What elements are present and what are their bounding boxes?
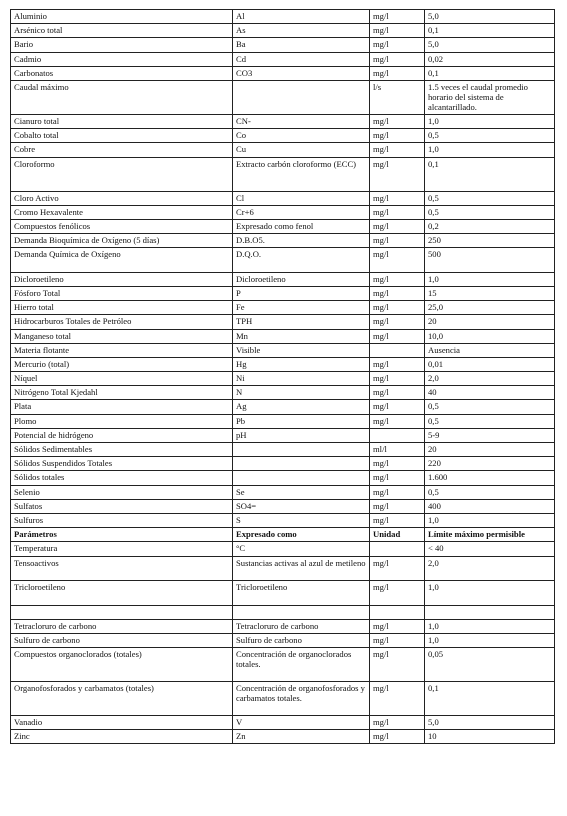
table-row	[11, 457, 555, 471]
expressed-as-cell: Zn	[233, 730, 370, 744]
table-row	[11, 730, 555, 744]
limit-cell: 40	[425, 386, 555, 400]
expressed-as-cell: Tetracloruro de carbono	[233, 619, 370, 633]
parameter-cell: Caudal máximo	[11, 80, 233, 114]
unit-cell: mg/l	[370, 301, 425, 315]
parameter-cell: Hidrocarburos Totales de Petróleo	[11, 315, 233, 329]
limit-cell: 0,02	[425, 52, 555, 66]
expressed-as-cell: D.B.O5.	[233, 234, 370, 248]
expressed-as-cell: S	[233, 513, 370, 527]
table-row	[11, 286, 555, 300]
unit-cell: mg/l	[370, 157, 425, 191]
limit-cell: 0,1	[425, 24, 555, 38]
expressed-as-cell: Ni	[233, 372, 370, 386]
expressed-as-cell: Concentración de organofosforados y carbamatos totales.	[233, 682, 370, 716]
limit-cell	[425, 605, 555, 619]
unit-cell: mg/l	[370, 329, 425, 343]
unit-cell: mg/l	[370, 581, 425, 606]
limit-cell: 1,0	[425, 513, 555, 527]
limit-cell: 2,0	[425, 556, 555, 581]
parameter-cell: Arsénico total	[11, 24, 233, 38]
limit-cell: 1.600	[425, 471, 555, 485]
table-row	[11, 400, 555, 414]
expressed-as-cell: Sustancias activas al azul de metileno	[233, 556, 370, 581]
parameter-cell: Parámetros	[11, 528, 233, 542]
table-row	[11, 301, 555, 315]
unit-cell	[370, 605, 425, 619]
limit-cell: 0,1	[425, 157, 555, 191]
table-row	[11, 443, 555, 457]
parameter-cell: Selenio	[11, 485, 233, 499]
table-row	[11, 38, 555, 52]
unit-cell: mg/l	[370, 357, 425, 371]
parameter-cell: Materia flotante	[11, 343, 233, 357]
expressed-as-cell: Sulfuro de carbono	[233, 633, 370, 647]
expressed-as-cell: Ba	[233, 38, 370, 52]
table-row	[11, 619, 555, 633]
parameter-cell: Cloro Activo	[11, 191, 233, 205]
table-row	[11, 372, 555, 386]
unit-cell: mg/l	[370, 633, 425, 647]
table-row	[11, 386, 555, 400]
expressed-as-cell: Visible	[233, 343, 370, 357]
limit-cell: 1,0	[425, 581, 555, 606]
parameter-cell: Sulfuros	[11, 513, 233, 527]
unit-cell	[370, 343, 425, 357]
expressed-as-cell: Mn	[233, 329, 370, 343]
table-row	[11, 485, 555, 499]
limit-cell: 1,0	[425, 633, 555, 647]
expressed-as-cell: Cu	[233, 143, 370, 157]
limit-cell: 0,1	[425, 66, 555, 80]
parameter-cell: Temperatura	[11, 542, 233, 556]
unit-cell: mg/l	[370, 219, 425, 233]
unit-cell: mg/l	[370, 10, 425, 24]
expressed-as-cell: Cl	[233, 191, 370, 205]
unit-cell: Unidad	[370, 528, 425, 542]
table-row	[11, 329, 555, 343]
expressed-as-cell: CO3	[233, 66, 370, 80]
unit-cell: mg/l	[370, 315, 425, 329]
unit-cell: mg/l	[370, 372, 425, 386]
parameter-cell: Potencial de hidrógeno	[11, 428, 233, 442]
unit-cell: mg/l	[370, 730, 425, 744]
limit-cell: 0,5	[425, 191, 555, 205]
expressed-as-cell: pH	[233, 428, 370, 442]
limit-cell: 0,05	[425, 648, 555, 682]
expressed-as-cell: Cd	[233, 52, 370, 66]
discharge-limits-table	[10, 9, 555, 744]
parameter-cell: Carbonatos	[11, 66, 233, 80]
document-page	[10, 9, 554, 744]
unit-cell: mg/l	[370, 24, 425, 38]
unit-cell: mg/l	[370, 648, 425, 682]
unit-cell: mg/l	[370, 114, 425, 128]
table-row	[11, 499, 555, 513]
limit-cell: 0,1	[425, 682, 555, 716]
expressed-as-cell: Tricloroetileno	[233, 581, 370, 606]
table-row	[11, 343, 555, 357]
limit-cell: 1,0	[425, 619, 555, 633]
unit-cell: mg/l	[370, 272, 425, 286]
expressed-as-cell: N	[233, 386, 370, 400]
limit-cell: 1,0	[425, 143, 555, 157]
unit-cell: mg/l	[370, 205, 425, 219]
unit-cell: mg/l	[370, 38, 425, 52]
expressed-as-cell: Ag	[233, 400, 370, 414]
parameter-cell: Cromo Hexavalente	[11, 205, 233, 219]
unit-cell: mg/l	[370, 234, 425, 248]
table-row	[11, 80, 555, 114]
unit-cell: mg/l	[370, 52, 425, 66]
limit-cell: 0,5	[425, 414, 555, 428]
unit-cell: mg/l	[370, 386, 425, 400]
unit-cell	[370, 428, 425, 442]
table-row	[11, 414, 555, 428]
expressed-as-cell: Co	[233, 129, 370, 143]
table-row	[11, 542, 555, 556]
limit-cell: 220	[425, 457, 555, 471]
expressed-as-cell: D.Q.O.	[233, 248, 370, 273]
parameter-cell: Sólidos totales	[11, 471, 233, 485]
unit-cell: mg/l	[370, 513, 425, 527]
unit-cell	[370, 542, 425, 556]
limit-cell: 400	[425, 499, 555, 513]
parameter-cell: Sólidos Suspendidos Totales	[11, 457, 233, 471]
parameter-cell: Tricloroetileno	[11, 581, 233, 606]
table-row	[11, 129, 555, 143]
limit-cell: 2,0	[425, 372, 555, 386]
parameter-cell: Manganeso total	[11, 329, 233, 343]
expressed-as-cell: P	[233, 286, 370, 300]
expressed-as-cell: Expresado como	[233, 528, 370, 542]
table-row	[11, 205, 555, 219]
parameter-cell: Compuestos fenólicos	[11, 219, 233, 233]
expressed-as-cell: V	[233, 716, 370, 730]
limit-cell: 1,0	[425, 114, 555, 128]
table-body	[11, 10, 555, 744]
limit-cell: 0,2	[425, 219, 555, 233]
table-row	[11, 191, 555, 205]
parameter-cell: Zinc	[11, 730, 233, 744]
table-header-row	[11, 528, 555, 542]
limit-cell: 20	[425, 443, 555, 457]
expressed-as-cell: Cr+6	[233, 205, 370, 219]
limit-cell: 5,0	[425, 716, 555, 730]
parameter-cell: Sulfuro de carbono	[11, 633, 233, 647]
table-row	[11, 114, 555, 128]
parameter-cell: Cobalto total	[11, 129, 233, 143]
table-row	[11, 143, 555, 157]
unit-cell: mg/l	[370, 286, 425, 300]
parameter-cell: Demanda Química de Oxígeno	[11, 248, 233, 273]
unit-cell: mg/l	[370, 716, 425, 730]
limit-cell: < 40	[425, 542, 555, 556]
expressed-as-cell: SO4=	[233, 499, 370, 513]
parameter-cell: Bario	[11, 38, 233, 52]
expressed-as-cell: Hg	[233, 357, 370, 371]
table-row	[11, 272, 555, 286]
expressed-as-cell: Fe	[233, 301, 370, 315]
table-row	[11, 315, 555, 329]
expressed-as-cell: Se	[233, 485, 370, 499]
expressed-as-cell	[233, 80, 370, 114]
limit-cell: 0,5	[425, 129, 555, 143]
parameter-cell: Níquel	[11, 372, 233, 386]
expressed-as-cell	[233, 471, 370, 485]
table-row	[11, 471, 555, 485]
limit-cell: 25,0	[425, 301, 555, 315]
parameter-cell	[11, 605, 233, 619]
limit-cell: Límite máximo permisible	[425, 528, 555, 542]
limit-cell: 0,5	[425, 400, 555, 414]
parameter-cell: Compuestos organoclorados (totales)	[11, 648, 233, 682]
expressed-as-cell: Concentración de organoclorados totales.	[233, 648, 370, 682]
blank-row	[11, 605, 555, 619]
expressed-as-cell: Dicloroetileno	[233, 272, 370, 286]
unit-cell: mg/l	[370, 414, 425, 428]
parameter-cell: Demanda Bioquímica de Oxígeno (5 días)	[11, 234, 233, 248]
limit-cell: 10,0	[425, 329, 555, 343]
limit-cell: 5,0	[425, 10, 555, 24]
table-row	[11, 248, 555, 273]
limit-cell: 1.5 veces el caudal promedio horario del sistema de alcantarillado.	[425, 80, 555, 114]
parameter-cell: Plata	[11, 400, 233, 414]
parameter-cell: Organofosforados y carbamatos (totales)	[11, 682, 233, 716]
limit-cell: 1,0	[425, 272, 555, 286]
expressed-as-cell	[233, 605, 370, 619]
table-row	[11, 24, 555, 38]
parameter-cell: Fósforo Total	[11, 286, 233, 300]
unit-cell: mg/l	[370, 619, 425, 633]
table-row	[11, 716, 555, 730]
expressed-as-cell: As	[233, 24, 370, 38]
expressed-as-cell: TPH	[233, 315, 370, 329]
unit-cell: mg/l	[370, 248, 425, 273]
unit-cell: mg/l	[370, 499, 425, 513]
limit-cell: 15	[425, 286, 555, 300]
table-row	[11, 633, 555, 647]
unit-cell: mg/l	[370, 191, 425, 205]
limit-cell: 250	[425, 234, 555, 248]
parameter-cell: Cianuro total	[11, 114, 233, 128]
unit-cell: mg/l	[370, 682, 425, 716]
table-row	[11, 52, 555, 66]
parameter-cell: Hierro total	[11, 301, 233, 315]
limit-cell: 10	[425, 730, 555, 744]
unit-cell: mg/l	[370, 471, 425, 485]
table-row	[11, 357, 555, 371]
limit-cell: Ausencia	[425, 343, 555, 357]
expressed-as-cell: °C	[233, 542, 370, 556]
parameter-cell: Tetracloruro de carbono	[11, 619, 233, 633]
unit-cell: l/s	[370, 80, 425, 114]
limit-cell: 5,0	[425, 38, 555, 52]
limit-cell: 5-9	[425, 428, 555, 442]
table-row	[11, 157, 555, 191]
parameter-cell: Sulfatos	[11, 499, 233, 513]
unit-cell: mg/l	[370, 485, 425, 499]
table-row	[11, 234, 555, 248]
limit-cell: 0,5	[425, 205, 555, 219]
table-row	[11, 648, 555, 682]
unit-cell: mg/l	[370, 66, 425, 80]
unit-cell: mg/l	[370, 129, 425, 143]
expressed-as-cell: Al	[233, 10, 370, 24]
parameter-cell: Plomo	[11, 414, 233, 428]
parameter-cell: Mercurio (total)	[11, 357, 233, 371]
expressed-as-cell	[233, 457, 370, 471]
parameter-cell: Aluminio	[11, 10, 233, 24]
parameter-cell: Vanadio	[11, 716, 233, 730]
unit-cell: mg/l	[370, 556, 425, 581]
table-row	[11, 581, 555, 606]
table-row	[11, 513, 555, 527]
limit-cell: 0,01	[425, 357, 555, 371]
expressed-as-cell: Pb	[233, 414, 370, 428]
table-row	[11, 66, 555, 80]
parameter-cell: Cloroformo	[11, 157, 233, 191]
unit-cell: mg/l	[370, 400, 425, 414]
unit-cell: mg/l	[370, 143, 425, 157]
table-row	[11, 10, 555, 24]
parameter-cell: Dicloroetileno	[11, 272, 233, 286]
unit-cell: mg/l	[370, 457, 425, 471]
expressed-as-cell: CN-	[233, 114, 370, 128]
expressed-as-cell	[233, 443, 370, 457]
table-row	[11, 556, 555, 581]
parameter-cell: Nitrógeno Total Kjedahl	[11, 386, 233, 400]
limit-cell: 0,5	[425, 485, 555, 499]
parameter-cell: Sólidos Sedimentables	[11, 443, 233, 457]
parameter-cell: Cobre	[11, 143, 233, 157]
unit-cell: ml/l	[370, 443, 425, 457]
parameter-cell: Tensoactivos	[11, 556, 233, 581]
limit-cell: 20	[425, 315, 555, 329]
table-row	[11, 428, 555, 442]
parameter-cell: Cadmio	[11, 52, 233, 66]
table-row	[11, 682, 555, 716]
expressed-as-cell: Extracto carbón cloroformo (ECC)	[233, 157, 370, 191]
expressed-as-cell: Expresado como fenol	[233, 219, 370, 233]
limit-cell: 500	[425, 248, 555, 273]
table-row	[11, 219, 555, 233]
